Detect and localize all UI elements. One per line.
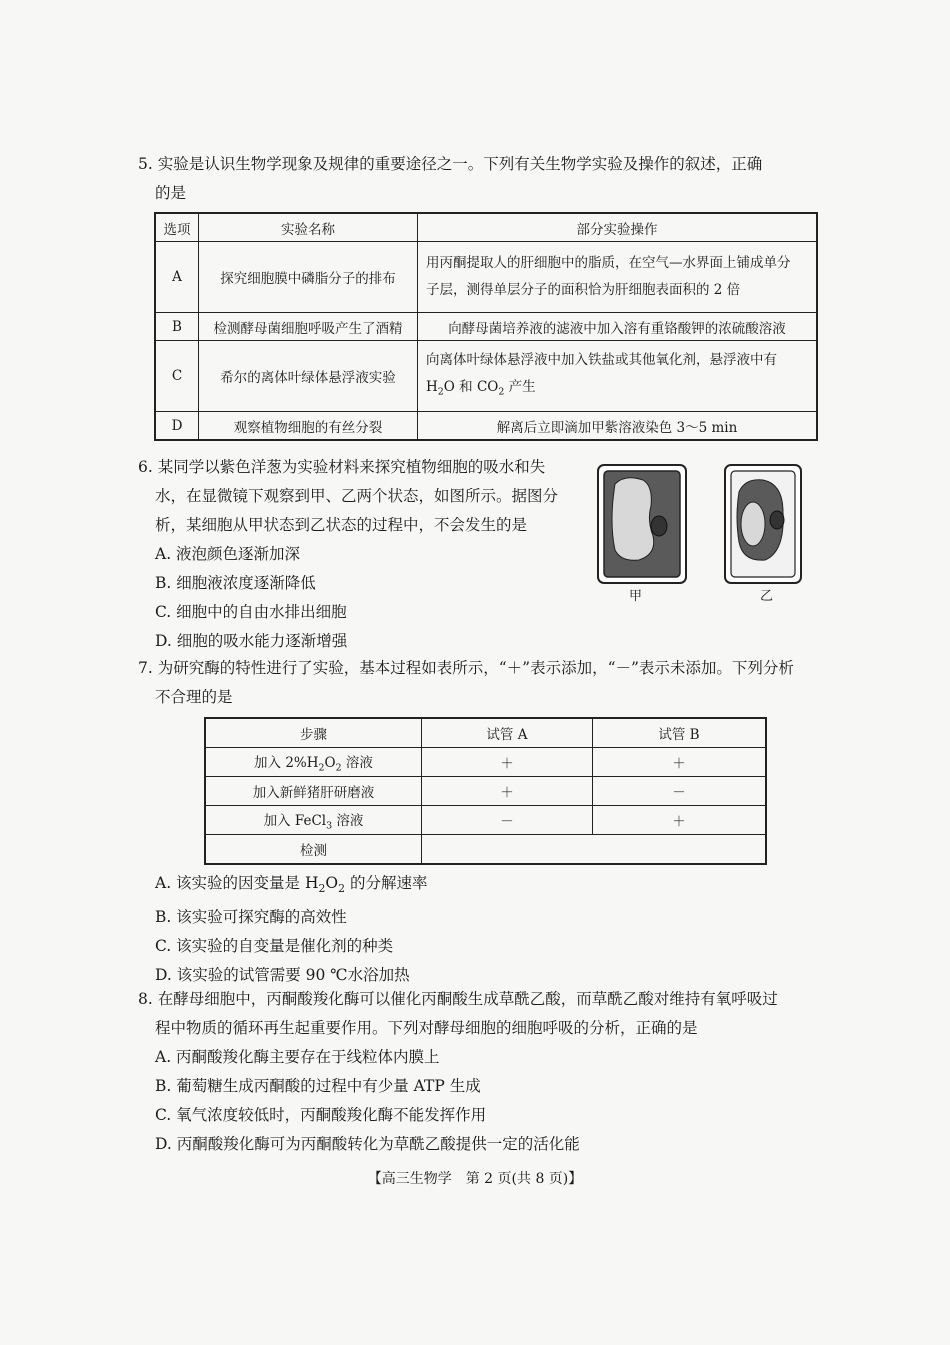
q5-row-a-op-line1: 用丙酮提取人的肝细胞中的脂质，在空气—水界面上铺成单分 xyxy=(426,255,791,271)
figure-label-jia: 甲 xyxy=(629,589,643,604)
q7-header-tube-a: 试管 A xyxy=(422,718,593,748)
q5-row-d-option: D xyxy=(155,412,199,441)
cell-yi xyxy=(725,465,801,583)
q7-header-step: 步骤 xyxy=(205,718,422,748)
table-row xyxy=(155,242,817,313)
q6-stem-line2: 水，在显微镜下观察到甲、乙两个状态，如图所示。据图分 xyxy=(155,487,559,505)
q5-row-b-operation: 向酵母菌培养液的滤液中加入溶有重铬酸钾的浓硫酸溶液 xyxy=(418,313,818,341)
q5-row-d-name: 观察植物细胞的有丝分裂 xyxy=(199,412,418,441)
q7-row1-tube-a: ＋ xyxy=(422,748,593,777)
q6-option-c: C. 细胞中的自由水排出细胞 xyxy=(155,603,347,621)
q7-row4-empty xyxy=(422,835,767,865)
q5-row-b-name: 检测酵母菌细胞呼吸产生了酒精 xyxy=(199,313,418,341)
q7-option-b: B. 该实验可探究酶的高效性 xyxy=(155,908,347,927)
q7-row4-step: 检测 xyxy=(205,835,422,865)
q7-options xyxy=(138,869,427,990)
q5-row-d-operation: 解离后立即滴加甲紫溶液染色 3～5 min xyxy=(418,412,818,441)
q5-header-option: 选项 xyxy=(155,213,199,242)
q5-header-operation: 部分实验操作 xyxy=(418,213,818,242)
q6-option-a: A. 液泡颜色逐渐加深 xyxy=(155,545,301,563)
table-row xyxy=(155,412,817,441)
question-5 xyxy=(138,150,762,208)
q5-row-b-option: B xyxy=(155,313,199,341)
q6-option-d: D. 细胞的吸水能力逐渐增强 xyxy=(155,632,348,650)
q5-stem-line1: 5. 实验是认识生物学现象及规律的重要途径之一。下列有关生物学实验及操作的叙述，正确 xyxy=(138,155,763,173)
q6-stem-line1: 6. 某同学以紫色洋葱为实验材料来探究植物细胞的吸水和失 xyxy=(138,458,546,476)
q7-option-c: C. 该实验的自变量是催化剂的种类 xyxy=(155,937,394,956)
q7-row1-tube-b: ＋ xyxy=(592,748,766,777)
q5-table xyxy=(154,212,818,441)
q8-stem-line2: 程中物质的循环再生起重要作用。下列对酵母细胞的细胞呼吸的分析，正确的是 xyxy=(155,1019,698,1037)
q7-row2-tube-b: － xyxy=(592,777,766,806)
table-row xyxy=(155,313,817,341)
q7-option-d: D. 该实验的试管需要 90 ℃水浴加热 xyxy=(155,966,410,985)
table-row xyxy=(205,835,766,865)
question-6 xyxy=(138,453,558,656)
q7-row3-tube-a: － xyxy=(422,806,593,835)
q5-row-c-operation xyxy=(418,341,818,412)
table-row xyxy=(205,777,766,806)
q5-row-a-name: 探究细胞膜中磷脂分子的排布 xyxy=(199,242,418,313)
q6-stem-line3: 析，某细胞从甲状态到乙状态的过程中，不会发生的是 xyxy=(155,516,528,534)
q5-row-c-option: C xyxy=(155,341,199,412)
q7-row1-step: 加入 $2\%H_2O_2$ 溶液 xyxy=(205,748,422,777)
q7-stem-line2: 不合理的是 xyxy=(155,688,233,706)
q7-row2-step: 加入新鲜猪肝研磨液 xyxy=(205,777,422,806)
table-row xyxy=(205,806,766,835)
q7-table xyxy=(204,717,767,865)
q5-row-c-name: 希尔的离体叶绿体悬浮液实验 xyxy=(199,341,418,412)
q8-stem-line1: 8. 在酵母细胞中，丙酮酸羧化酶可以催化丙酮酸生成草酰乙酸，而草酰乙酸对维持有氧呼吸过 xyxy=(138,990,778,1008)
figure-label-yi: 乙 xyxy=(760,589,774,604)
q5-row-c-op-line2: $H_2O$ 和 $CO_2$ 产生 xyxy=(426,378,536,398)
table-row xyxy=(155,341,817,412)
q5-row-a-operation xyxy=(418,242,818,313)
q5-stem-line2: 的是 xyxy=(155,184,187,202)
q5-row-a-op-line2: 子层，测得单层分子的面积恰为肝细胞表面积的 2 倍 xyxy=(426,282,741,298)
q8-option-c: C. 氧气浓度较低时，丙酮酸羧化酶不能发挥作用 xyxy=(155,1106,487,1124)
q7-row3-step: 加入 FeCl$_3$ 溶液 xyxy=(205,806,422,835)
q8-option-a: A. 丙酮酸羧化酶主要存在于线粒体内膜上 xyxy=(155,1048,440,1066)
q5-row-a-option: A xyxy=(155,242,199,313)
q7-header-tube-b: 试管 B xyxy=(592,718,766,748)
question-7 xyxy=(138,654,794,712)
page-footer: 【高三生物学 第 2 页(共 8 页)】 xyxy=(367,1171,583,1187)
q7-option-a: A. 该实验的因变量是 $H_2O_2$ 的分解速率 xyxy=(155,874,428,896)
q6-option-b: B. 细胞液浓度逐渐降低 xyxy=(155,574,316,592)
q8-option-d: D. 丙酮酸羧化酶可为丙酮酸转化为草酰乙酸提供一定的活化能 xyxy=(155,1135,580,1153)
plant-cell-figure xyxy=(595,462,810,602)
q5-header-name: 实验名称 xyxy=(199,213,418,242)
q5-row-c-op-line1: 向离体叶绿体悬浮液中加入铁盐或其他氧化剂，悬浮液中有 xyxy=(426,351,777,368)
q8-option-b: B. 葡萄糖生成丙酮酸的过程中有少量 ATP 生成 xyxy=(155,1077,481,1095)
cell-jia xyxy=(598,465,686,583)
table-row xyxy=(205,748,766,777)
q7-row2-tube-a: ＋ xyxy=(422,777,593,806)
q7-row3-tube-b: ＋ xyxy=(592,806,766,835)
q7-stem-line1: 7. 为研究酶的特性进行了实验，基本过程如表所示，“＋”表示添加，“－”表示未添加。下列分析 xyxy=(138,659,794,677)
question-8 xyxy=(138,985,778,1159)
